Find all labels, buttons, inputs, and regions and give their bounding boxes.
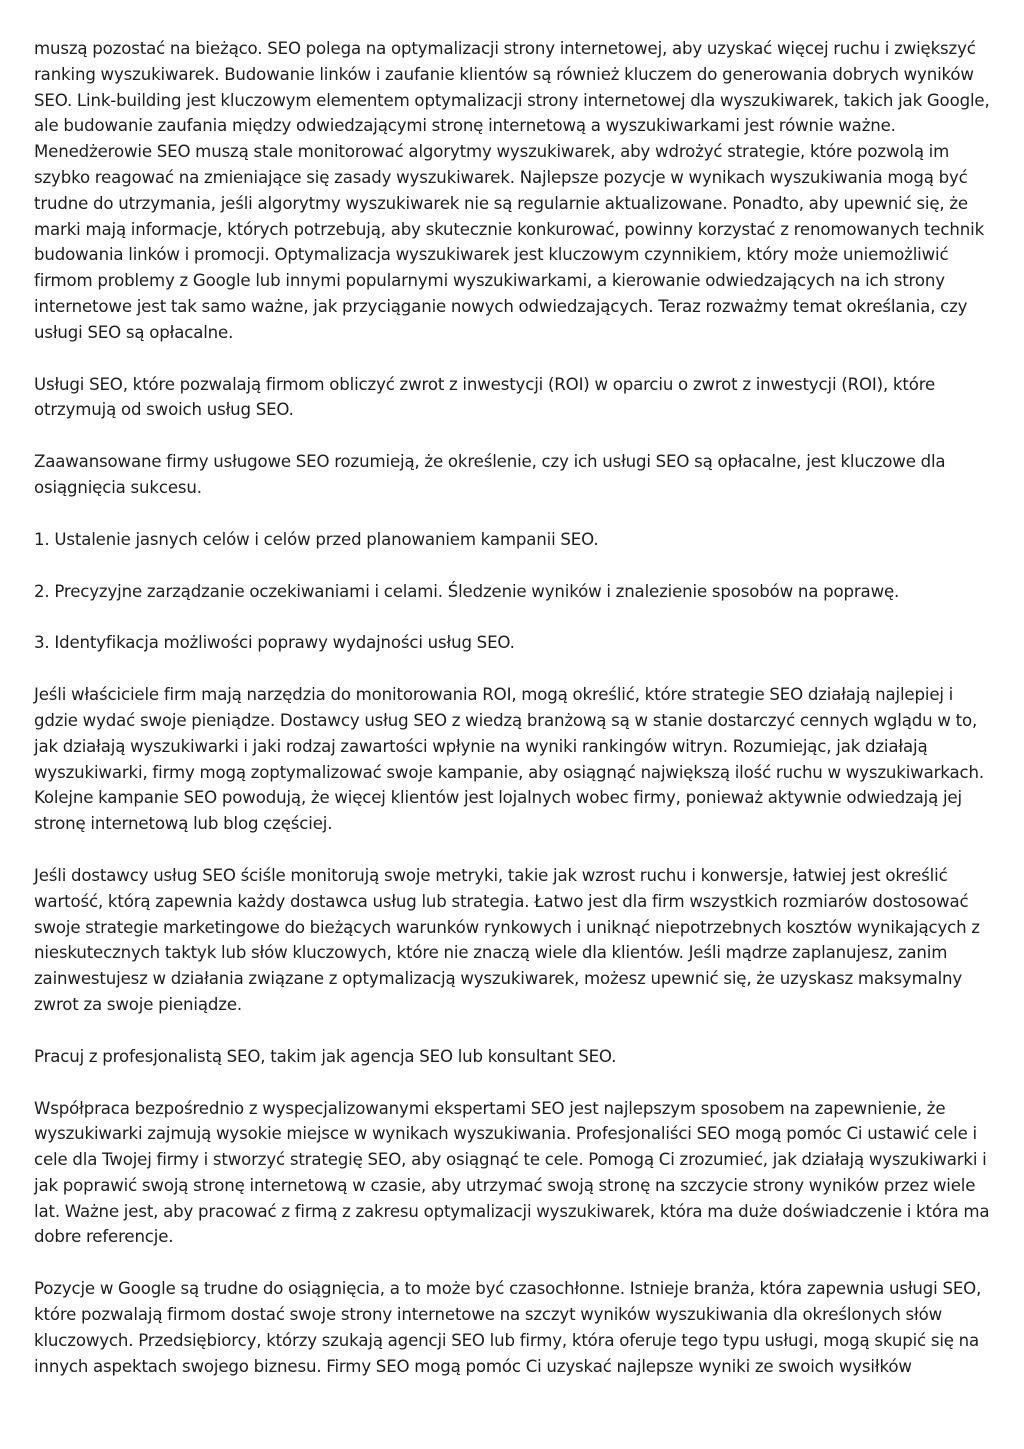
paragraph-roi-monitoring: Jeśli właściciele firm mają narzędzia do monitorowania ROI, mogą określić, które strategie SEO działają najlepiej i gdzie wydać swoje pieniądze. Dostawcy usług SEO z wiedzą branżową są w stanie dostarczyć cennych wglądu w to, jak działają wyszukiwarki i jaki rodzaj zawartości wpłynie na wyniki rankingów witryn. Rozumiejąc, jak działają wyszukiwarki, firmy mogą zoptymalizować swoje kampanie, aby osiągnąć największą ilość ruchu w wyszukiwarkach. Kolejne kampanie SEO powodują, że więcej klientów jest lojalnych wobec firmy, ponieważ aktywnie odwiedzają jej stronę internetową lub blog częściej.	[34, 685, 984, 834]
paragraph-google-positions: Pozycje w Google są trudne do osiągnięcia, a to może być czasochłonne. Istnieje branża, która zapewnia usługi SEO, które pozwalają firmom dostać swoje strony internetowe na szczyt wyników wyszukiwania dla określonych słów kluczowych. Przedsiębiorcy, którzy szukają agencji SEO lub firmy, która oferuje tego typu usługi, mogą skupić się na innych aspektach swojego biznesu. Firmy SEO mogą pomóc Ci uzyskać najlepsze wyniki ze swoich wysiłków	[34, 1279, 982, 1376]
document-page	[34, 36, 992, 1405]
paragraph-advanced-firms: Zaawansowane firmy usługowe SEO rozumieją, że określenie, czy ich usługi SEO są opłacalne, jest kluczowe dla osiągnięcia sukcesu.	[34, 452, 946, 497]
list-item-2: 2. Precyzyjne zarządzanie oczekiwaniami i celami. Śledzenie wyników i znalezienie sposobów na poprawę.	[34, 581, 900, 601]
list-item-3: 3. Identyfikacja możliwości poprawy wydajności usług SEO.	[34, 633, 515, 653]
paragraph-seo-overview: muszą pozostać na bieżąco. SEO polega na optymalizacji strony internetowej, aby uzyskać więcej ruchu i zwiększyć ranking wyszukiwarek. Budowanie linków i zaufanie klientów są również kluczem do generowania dobrych wyników SEO. Link-building jest kluczowym elementem optymalizacji strony internetowej dla wyszukiwarek, takich jak Google, ale budowanie zaufania między odwiedzającymi stronę internetową a wyszukiwarkami jest równie ważne. Menedżerowie SEO muszą stale monitorować algorytmy wyszukiwarek, aby wdrożyć strategie, które pozwolą im szybko reagować na zmieniające się zasady wyszukiwarek. Najlepsze pozycje w wynikach wyszukiwania mogą być trudne do utrzymania, jeśli algorytmy wyszukiwarek nie są regularnie aktualizowane. Ponadto, aby upewnić się, że marki mają informacje, których potrzebują, aby skutecznie konkurować, powinny korzystać z renomowanych technik budowania linków i promocji. Optymalizacja wyszukiwarek jest kluczowym czynnikiem, który może uniemożliwić firmom problemy z Google lub innymi popularnymi wyszukiwarkami, a kierowanie odwiedzających na ich strony internetowe jest tak samo ważne, jak przyciąganie nowych odwiedzających. Teraz rozważmy temat określania, czy usługi SEO są opłacalne.	[34, 39, 990, 342]
paragraph-cooperation: Współpraca bezpośrednio z wyspecjalizowanymi ekspertami SEO jest najlepszym sposobem na zapewnienie, że wyszukiwarki zajmują wysokie miejsce w wynikach wyszukiwania. Profesjonaliści SEO mogą pomóc Ci ustawić cele i cele dla Twojej firmy i stworzyć strategię SEO, aby osiągnąć te cele. Pomogą Ci zrozumieć, jak działają wyszukiwarki i jak poprawić swoją stronę internetową w czasie, aby utrzymać swoją stronę na szczycie strony wyników przez wiele lat. Ważne jest, aby pracować z firmą z zakresu optymalizacji wyszukiwarek, która ma duże doświadczenie i która ma dobre referencje.	[34, 1098, 990, 1247]
paragraph-metrics: Jeśli dostawcy usług SEO ściśle monitorują swoje metryki, takie jak wzrost ruchu i konwersje, łatwiej jest określić wartość, którą zapewnia każdy dostawca usług lub strategia. Łatwo jest dla firm wszystkich rozmiarów dostosować swoje strategie marketingowe do bieżących warunków rynkowych i uniknąć niepotrzebnych kosztów wynikających z nieskutecznych taktyk lub słów kluczowych, które nie znaczą wiele dla klientów. Jeśli mądrze zaplanujesz, zanim zainwestujesz w działania związane z optymalizacją wyszukiwarek, możesz upewnić się, że uzyskasz maksymalny zwrot za swoje pieniądze.	[34, 865, 980, 1014]
paragraph-roi-services: Usługi SEO, które pozwalają firmom obliczyć zwrot z inwestycji (ROI) w oparciu o zwrot z inwestycji (ROI), które otrzymują od swoich usług SEO.	[34, 374, 936, 420]
paragraph-work-with-pro: Pracuj z profesjonalistą SEO, takim jak agencja SEO lub konsultant SEO.	[34, 1046, 617, 1066]
list-item-1: 1. Ustalenie jasnych celów i celów przed planowaniem kampanii SEO.	[34, 529, 599, 549]
